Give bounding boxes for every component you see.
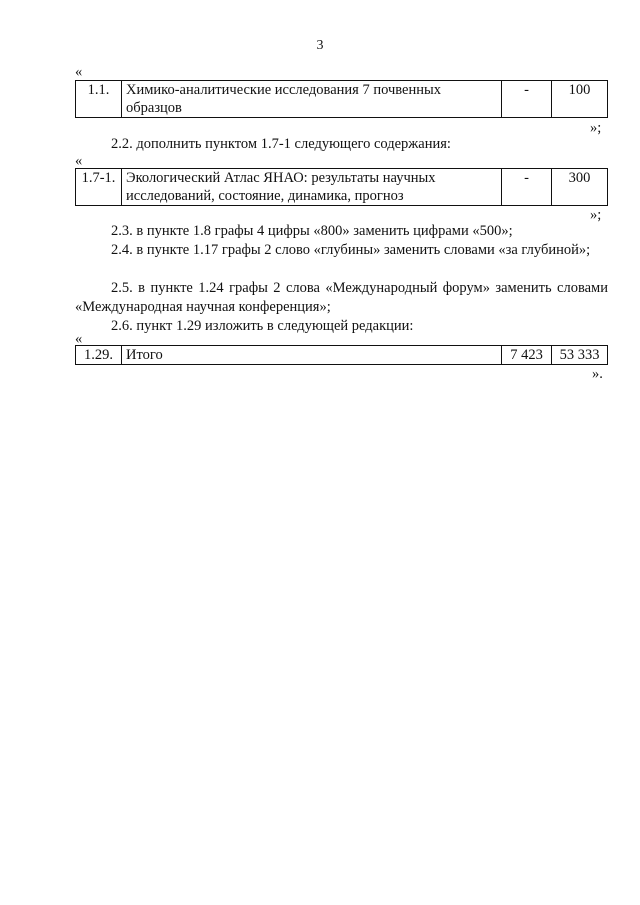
close-quote-3: ».	[592, 366, 603, 382]
paragraph-2-3: 2.3. в пункте 1.8 графы 4 цифры «800» заменить цифрами «500»;	[111, 223, 513, 239]
item-description: Итого	[122, 346, 502, 365]
paragraph-2-6: 2.6. пункт 1.29 изложить в следующей редакции:	[111, 318, 414, 334]
open-quote-3: «	[75, 331, 83, 347]
item-number: 1.1.	[76, 81, 122, 118]
close-quote-1: »;	[590, 120, 602, 136]
table-row	[76, 346, 608, 365]
item-col5: 53 333	[552, 346, 608, 365]
paragraph-2-2: 2.2. дополнить пунктом 1.7-1 следующего содержания:	[111, 136, 451, 152]
item-col4: 7 423	[502, 346, 552, 365]
table-row	[76, 81, 608, 118]
table-item-1-7-1	[75, 168, 608, 206]
item-number: 1.29.	[76, 346, 122, 365]
paragraph-2-4: 2.4. в пункте 1.17 графы 2 слово «глубины» заменить словами «за глубиной»;	[111, 242, 591, 258]
item-col4: -	[502, 169, 552, 206]
item-col4: -	[502, 81, 552, 118]
item-description: Экологический Атлас ЯНАО: результаты научных исследований, состояние, динамика, прогноз	[122, 169, 502, 206]
table-item-1-29	[75, 345, 608, 365]
item-col5: 100	[552, 81, 608, 118]
item-description: Химико-аналитические исследования 7 почвенных образцов	[122, 81, 502, 118]
item-col5: 300	[552, 169, 608, 206]
open-quote-2: «	[75, 153, 83, 169]
table-item-1-1	[75, 80, 608, 118]
page-number: 3	[316, 38, 324, 53]
item-number: 1.7-1.	[76, 169, 122, 206]
open-quote-1: «	[75, 64, 83, 80]
paragraph-2-5: 2.5. в пункте 1.24 графы 2 слова «Международный форум» заменить словами «Международная научная конференция»;	[75, 280, 608, 315]
table-row	[76, 169, 608, 206]
close-quote-2: »;	[590, 207, 602, 223]
